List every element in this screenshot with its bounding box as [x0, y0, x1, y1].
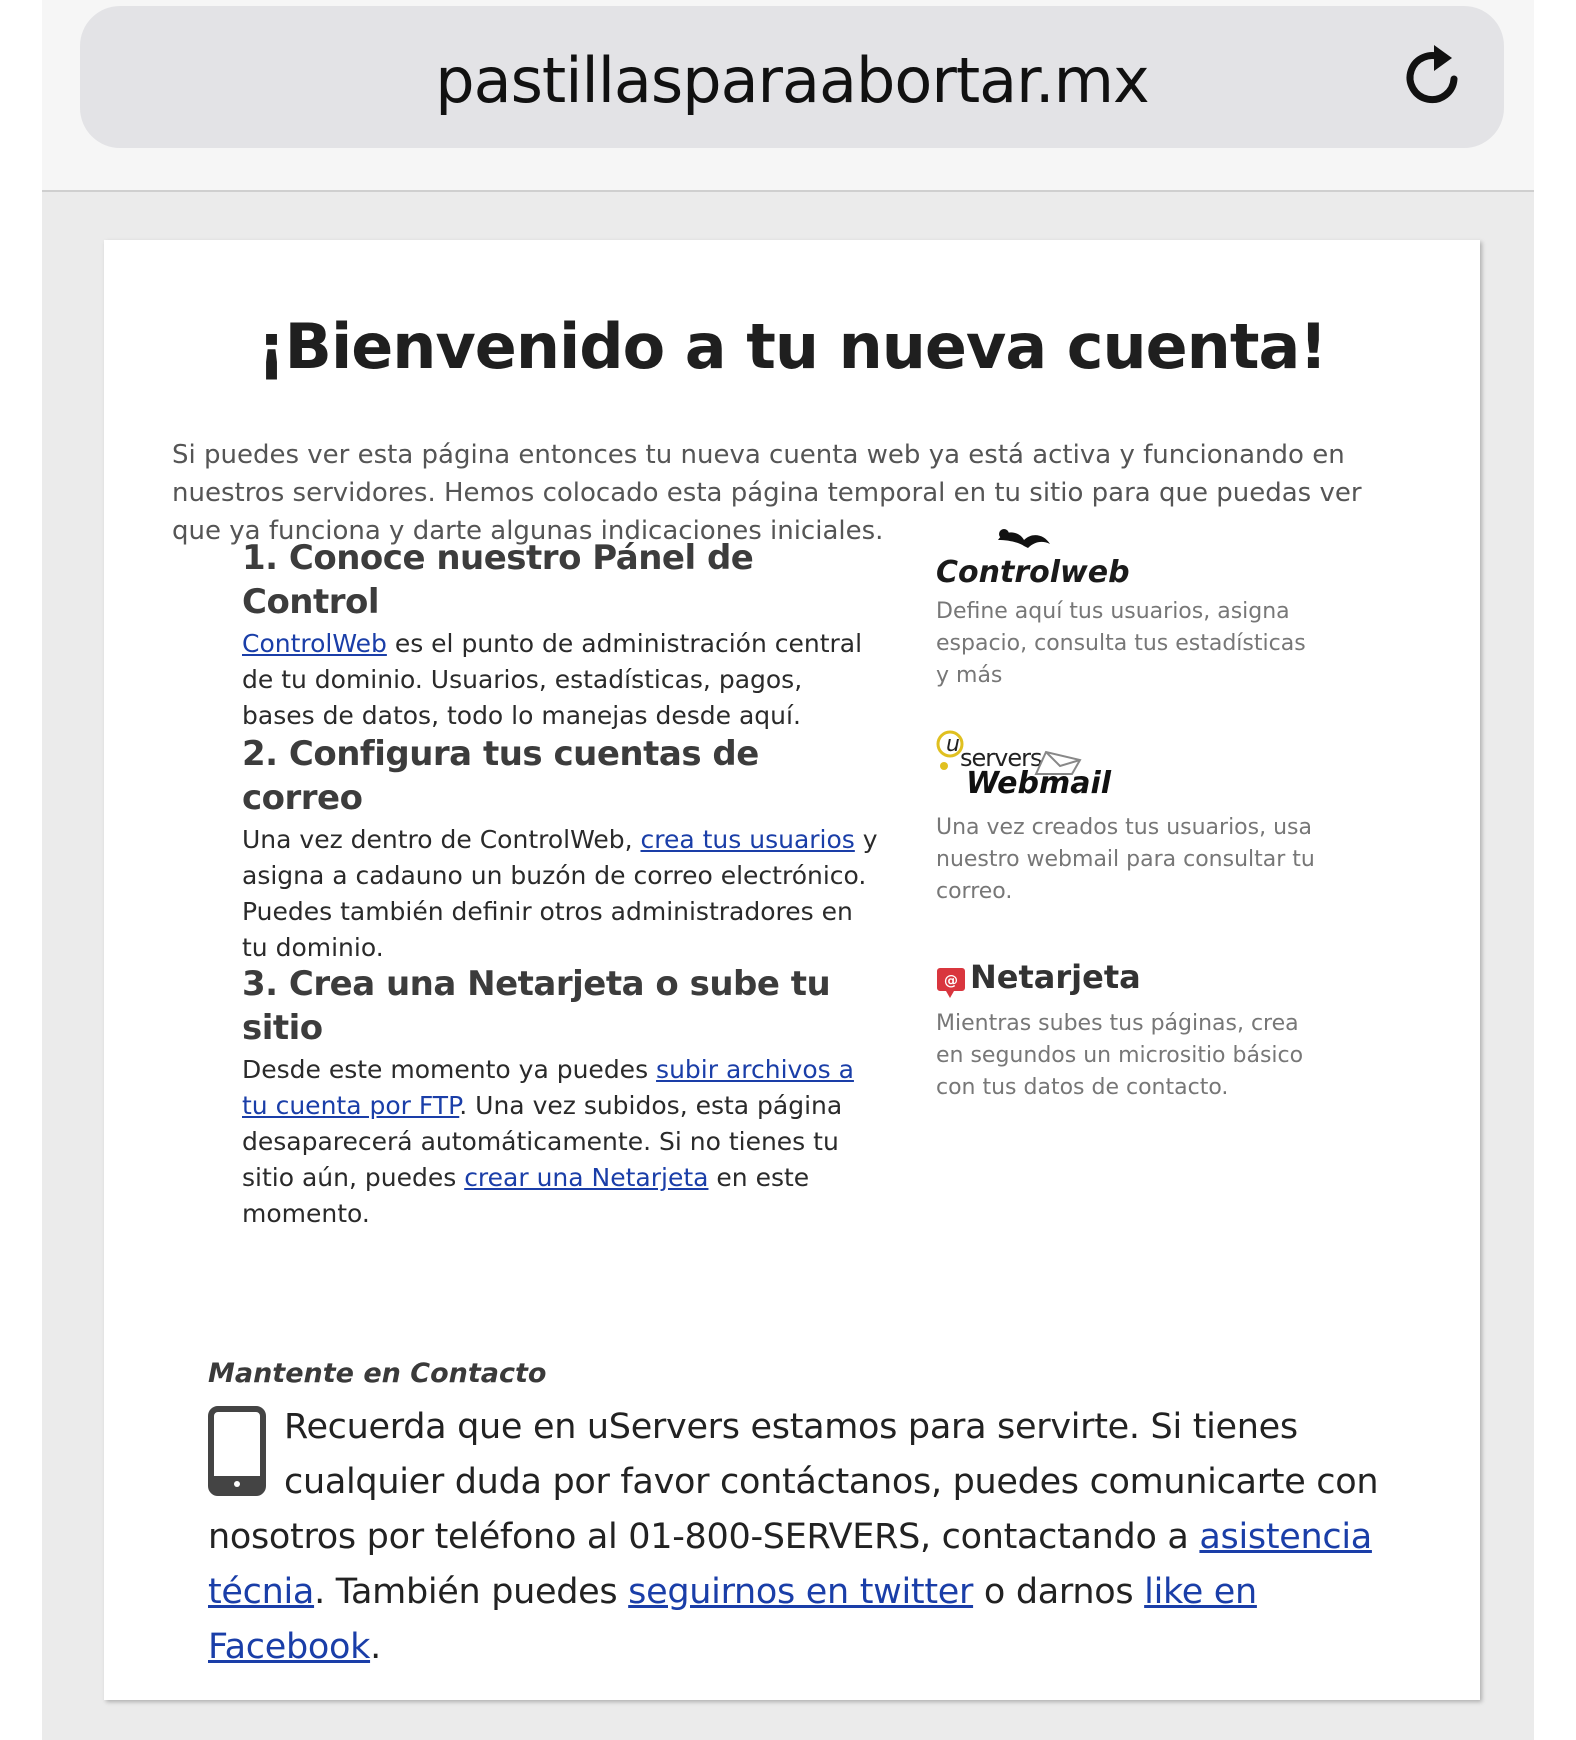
- step-heading: 3. Crea una Netarjeta o sube tu sitio: [242, 964, 831, 1048]
- browser-toolbar: [42, 0, 1534, 192]
- controlweb-link[interactable]: ControlWeb: [242, 629, 387, 658]
- url-text[interactable]: pastillasparaabortar.mx: [435, 44, 1149, 117]
- intro-text: Si puedes ver esta página entonces tu nueva cuenta web ya está activa y funcionando en nuestros servidores. Hemos colocado esta página temporal en tu sitio para que puedas ver que ya funciona y darte algunas indicaciones iniciales.: [172, 440, 1362, 546]
- step-email-accounts: [242, 732, 882, 966]
- step-netarjeta: [242, 962, 882, 1232]
- side-webmail: [936, 728, 1316, 908]
- svg-text:@: @: [944, 973, 958, 989]
- side-netarjeta: [936, 958, 1316, 1104]
- step-text: Una vez dentro de ControlWeb, crea tus usuarios y asigna a cadauno un buzón de correo electrónico. Puedes también definir otros administradores en tu dominio.: [242, 825, 878, 962]
- twitter-link[interactable]: seguirnos en twitter: [628, 1572, 974, 1612]
- netarjeta-desc: Mientras subes tus páginas, crea en segundos un micrositio básico con tus datos de contacto.: [936, 1011, 1304, 1100]
- webmail-desc: Una vez creados tus usuarios, usa nuestro webmail para consultar tu correo.: [936, 815, 1315, 904]
- controlweb-logo: Controlweb: [936, 532, 1316, 590]
- create-netarjeta-link[interactable]: crear una Netarjeta: [464, 1163, 709, 1192]
- side-controlweb: [936, 532, 1316, 692]
- phone-icon: [208, 1406, 266, 1496]
- step-control-panel: [242, 536, 882, 734]
- step-text: ControlWeb es el punto de administración central de tu dominio. Usuarios, estadísticas, pagos, bases de datos, todo lo manejas desde aquí.: [242, 629, 863, 730]
- reload-icon[interactable]: [1398, 41, 1470, 113]
- step-text: Desde este momento ya puedes subir archivos a tu cuenta por FTP. Una vez subidos, esta página desaparecerá automáticamente. Si no tienes tu sitio aún, puedes crear una Netarjeta en este momento.: [242, 1055, 854, 1228]
- tech-support-link[interactable]: asistencia técnia: [208, 1517, 1372, 1612]
- facebook-link[interactable]: like en Facebook: [208, 1572, 1257, 1667]
- netarjeta-logo: @ Netarjeta: [936, 958, 1316, 1002]
- contact-heading: Mantente en Contacto: [208, 1358, 547, 1389]
- step-heading: 2. Configura tus cuentas de correo: [242, 734, 759, 818]
- ftp-upload-link[interactable]: subir archivos a tu cuenta por FTP: [242, 1055, 854, 1120]
- welcome-card: [104, 240, 1480, 1700]
- contact-text: Recuerda que en uServers estamos para servirte. Si tienes cualquier duda por favor contáctanos, puedes comunicarte con nosotros por teléfono al 01-800-SERVERS, contactando a asistencia técnia. También puedes seguirnos en twitter o darnos like en Facebook.: [208, 1407, 1379, 1667]
- browser-frame: [42, 0, 1534, 1740]
- create-users-link[interactable]: crea tus usuarios: [640, 825, 855, 854]
- address-bar[interactable]: [80, 6, 1504, 148]
- controlweb-desc: Define aquí tus usuarios, asigna espacio, consulta tus estadísticas y más: [936, 599, 1306, 688]
- step-heading: 1. Conoce nuestro Pánel de Control: [242, 538, 754, 622]
- netarjeta-at-icon: [936, 966, 966, 1000]
- page-title: ¡Bienvenido a tu nueva cuenta!: [257, 310, 1327, 383]
- webmail-logo: u servers Webmail: [936, 728, 1316, 806]
